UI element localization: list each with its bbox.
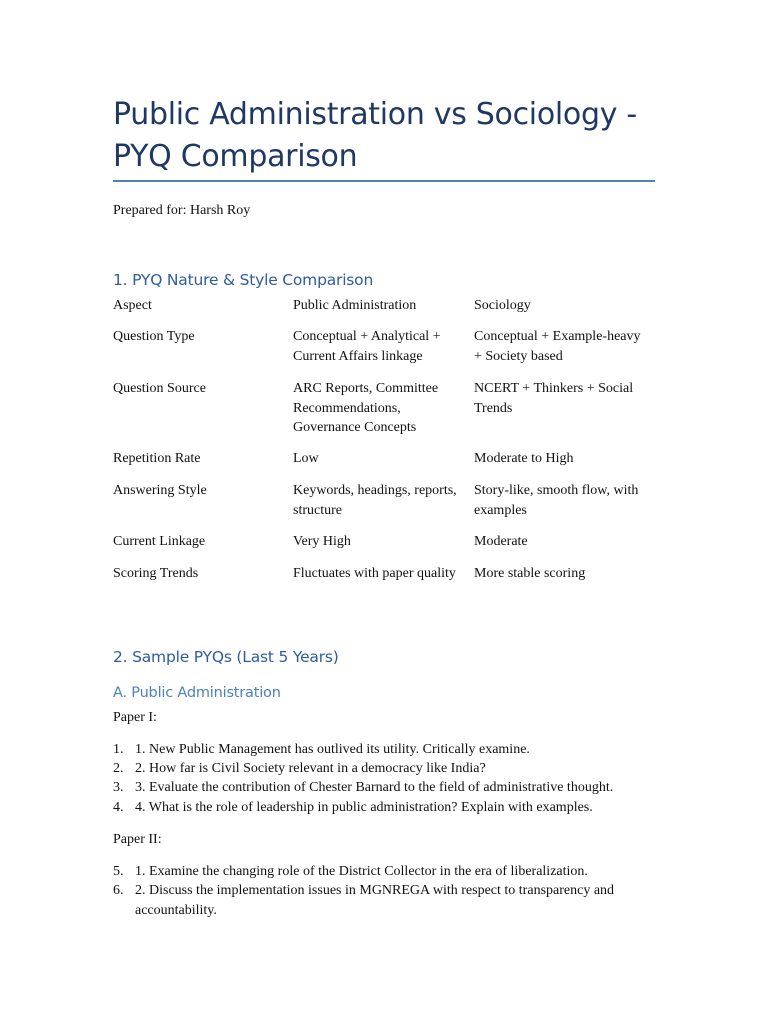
table-cell: Scoring Trends bbox=[113, 566, 199, 581]
table-cell: Moderate to High bbox=[474, 451, 574, 466]
paper-2-label: Paper II: bbox=[113, 832, 162, 847]
table-cell: Moderate bbox=[474, 534, 528, 549]
table-cell: Conceptual + Example-heavy + Society based bbox=[474, 329, 641, 364]
list-number: 3. bbox=[113, 780, 124, 795]
list-text: 3. Evaluate the contribution of Chester Barnard to the field of administrative thought. bbox=[135, 780, 614, 795]
section-2-heading: 2. Sample PYQs (Last 5 Years) bbox=[113, 648, 339, 666]
list-number: 5. bbox=[113, 864, 124, 879]
table-cell: Story-like, smooth flow, with examples bbox=[474, 483, 639, 518]
table-cell: Repetition Rate bbox=[113, 451, 201, 466]
table-cell: Keywords, headings, reports, structure bbox=[293, 483, 457, 518]
table-header-aspect: Aspect bbox=[113, 298, 152, 313]
table-header-sociology: Sociology bbox=[474, 298, 531, 313]
table-cell: NCERT + Thinkers + Social Trends bbox=[474, 381, 634, 416]
table-header-public-administration: Public Administration bbox=[293, 298, 417, 313]
list-number: 2. bbox=[113, 761, 124, 776]
list-number: 1. bbox=[113, 742, 124, 757]
list-text: 1. Examine the changing role of the District Collector in the era of liberalization. bbox=[135, 864, 588, 879]
list-text: 2. Discuss the implementation issues in MGNREGA with respect to transparency and accountability. bbox=[135, 883, 615, 918]
paper-1-label: Paper I: bbox=[113, 710, 157, 725]
table-cell: Very High bbox=[293, 534, 351, 549]
title-underline bbox=[113, 180, 655, 182]
list-number: 6. bbox=[113, 883, 124, 898]
list-text: 4. What is the role of leadership in public administration? Explain with examples. bbox=[135, 800, 593, 815]
table-cell: Low bbox=[293, 451, 319, 466]
document-title: Public Administration vs Sociology - PYQ Comparison bbox=[113, 97, 637, 174]
table-cell: Conceptual + Analytical + Current Affairs linkage bbox=[293, 329, 441, 364]
table-cell: ARC Reports, Committee Recommendations, Governance Concepts bbox=[293, 381, 439, 435]
section-1-heading: 1. PYQ Nature & Style Comparison bbox=[113, 271, 374, 289]
table-cell: Question Type bbox=[113, 329, 195, 344]
list-number: 4. bbox=[113, 800, 124, 815]
list-text: 1. New Public Management has outlived its utility. Critically examine. bbox=[135, 742, 530, 757]
list-text: 2. How far is Civil Society relevant in a democracy like India? bbox=[135, 761, 486, 776]
table-cell: Answering Style bbox=[113, 483, 207, 498]
table-cell: More stable scoring bbox=[474, 566, 586, 581]
table-cell: Current Linkage bbox=[113, 534, 206, 549]
prepared-for: Prepared for: Harsh Roy bbox=[113, 203, 251, 218]
subsection-a-heading: A. Public Administration bbox=[113, 685, 281, 701]
table-cell: Fluctuates with paper quality bbox=[293, 566, 456, 581]
table-cell: Question Source bbox=[113, 381, 206, 396]
